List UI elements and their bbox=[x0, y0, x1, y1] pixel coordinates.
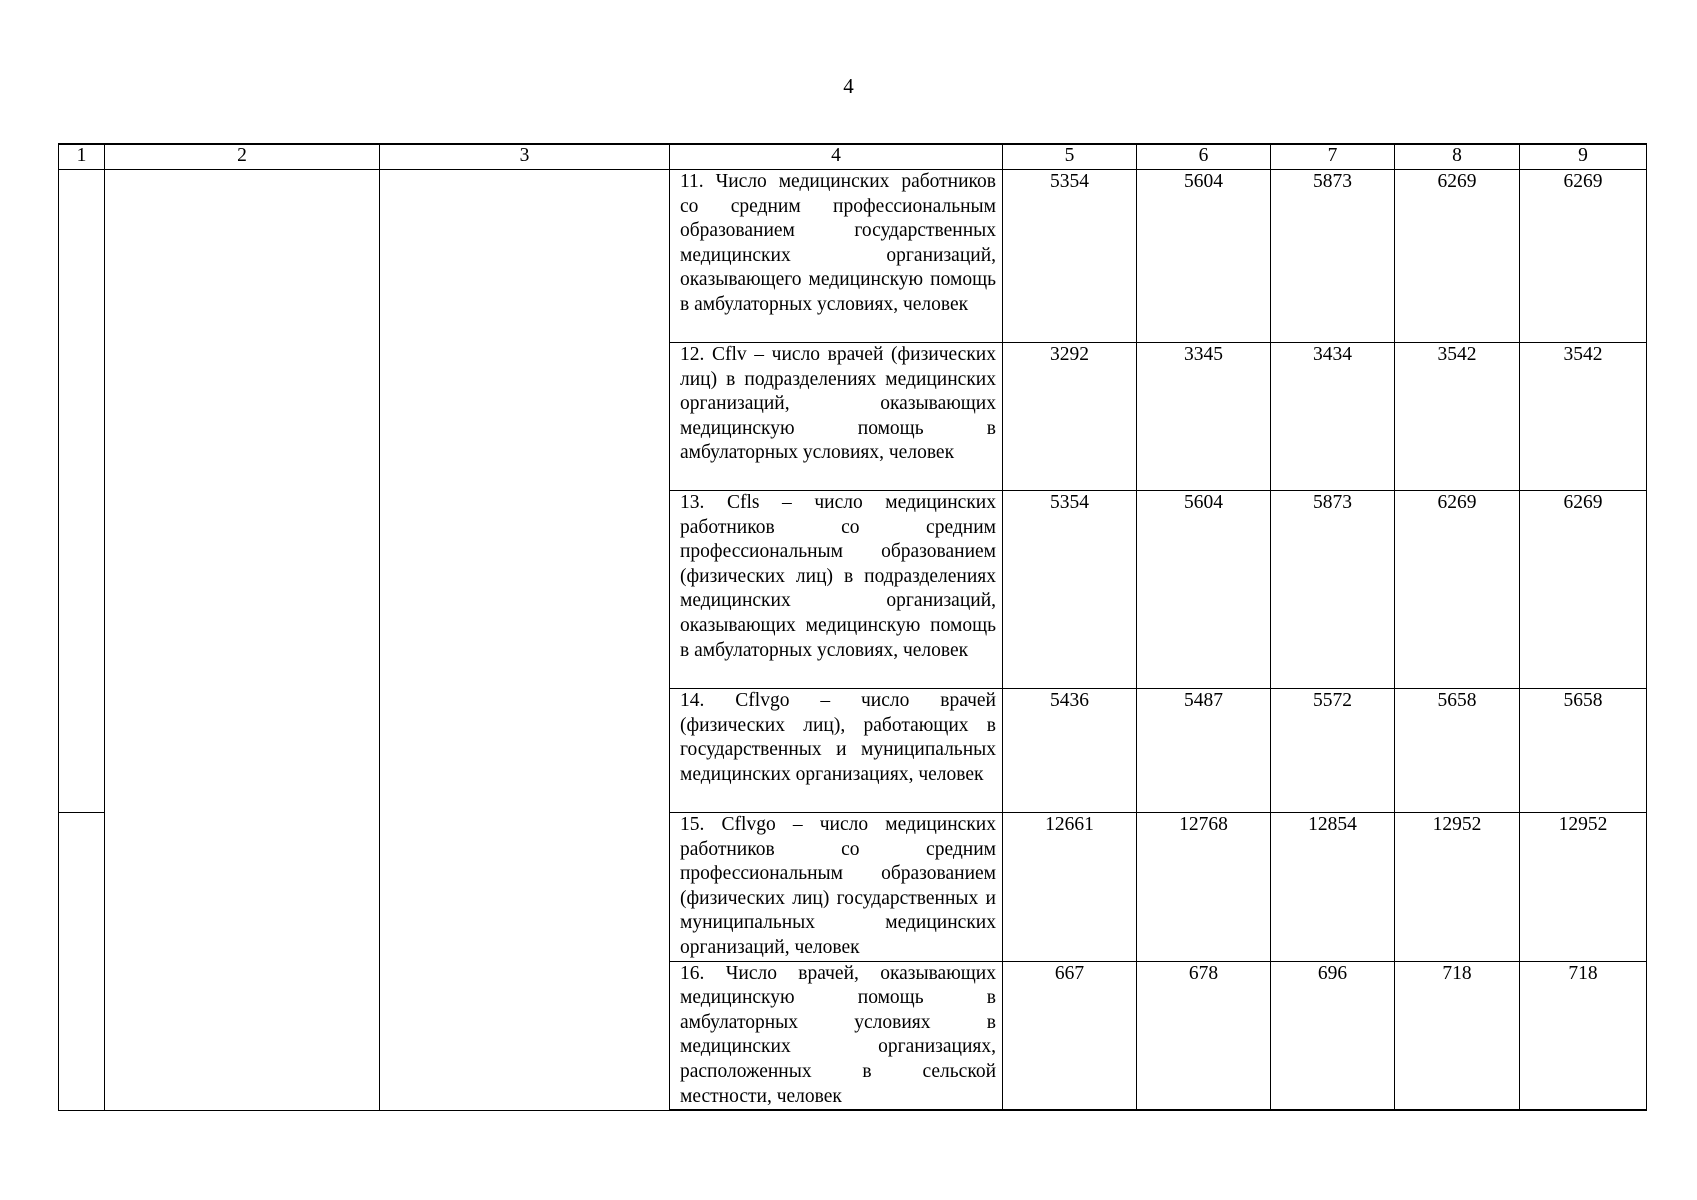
value-cell: 6269 bbox=[1520, 491, 1647, 689]
value-cell: 718 bbox=[1520, 961, 1647, 1110]
value-cell: 6269 bbox=[1395, 491, 1520, 689]
value-cell: 5487 bbox=[1137, 689, 1271, 813]
page-number: 4 bbox=[843, 74, 854, 98]
header-row bbox=[59, 144, 1647, 170]
value-cell: 3542 bbox=[1395, 343, 1520, 491]
cell-col1-upper bbox=[59, 170, 105, 813]
table-row bbox=[59, 170, 1647, 343]
column-header-1: 1 bbox=[59, 144, 105, 170]
indicator-text: 12. Cflv – число врачей (физических лиц) в подразделениях медицинских организаций, оказывающих медицинскую помощь в амбулаторных условиях, человек bbox=[670, 343, 1003, 491]
column-header-6: 6 bbox=[1137, 144, 1271, 170]
value-cell: 12661 bbox=[1003, 813, 1137, 962]
value-cell: 3542 bbox=[1520, 343, 1647, 491]
value-cell: 5604 bbox=[1137, 491, 1271, 689]
column-header-4: 4 bbox=[670, 144, 1003, 170]
column-header-5: 5 bbox=[1003, 144, 1137, 170]
value-cell: 5436 bbox=[1003, 689, 1137, 813]
column-header-8: 8 bbox=[1395, 144, 1520, 170]
indicator-text: 16. Число врачей, оказывающих медицинскую помощь в амбулаторных условиях в медицинских организациях, расположенных в сельской местности, человек bbox=[670, 961, 1003, 1110]
value-cell: 5658 bbox=[1395, 689, 1520, 813]
value-cell: 3345 bbox=[1137, 343, 1271, 491]
value-cell: 12952 bbox=[1520, 813, 1647, 962]
indicators-table bbox=[58, 143, 1647, 1111]
value-cell: 12854 bbox=[1271, 813, 1395, 962]
column-header-2: 2 bbox=[105, 144, 380, 170]
value-cell: 718 bbox=[1395, 961, 1520, 1110]
value-cell: 6269 bbox=[1520, 170, 1647, 343]
value-cell: 12768 bbox=[1137, 813, 1271, 962]
value-cell: 5873 bbox=[1271, 491, 1395, 689]
indicator-text: 15. Cflvgo – число медицинских работников со средним профессиональным образованием (физических лиц) государственных и муниципальных медицинских организаций, человек bbox=[670, 813, 1003, 962]
cell-col1-lower bbox=[59, 813, 105, 1111]
value-cell: 6269 bbox=[1395, 170, 1520, 343]
value-cell: 3434 bbox=[1271, 343, 1395, 491]
value-cell: 678 bbox=[1137, 961, 1271, 1110]
value-cell: 5873 bbox=[1271, 170, 1395, 343]
column-header-3: 3 bbox=[380, 144, 670, 170]
value-cell: 5354 bbox=[1003, 170, 1137, 343]
value-cell: 667 bbox=[1003, 961, 1137, 1110]
value-cell: 696 bbox=[1271, 961, 1395, 1110]
cell-col3-merged bbox=[380, 170, 670, 1111]
cell-col2-merged bbox=[105, 170, 380, 1111]
column-header-9: 9 bbox=[1520, 144, 1647, 170]
indicator-text: 11. Число медицинских работников со средним профессиональным образованием государственных медицинских организаций, оказывающего медицинскую помощь в амбулаторных условиях, человек bbox=[670, 170, 1003, 343]
indicator-text: 13. Cfls – число медицинских работников со средним профессиональным образованием (физических лиц) в подразделениях медицинских организаций, оказывающих медицинскую помощь в амбулаторных условиях, человек bbox=[670, 491, 1003, 689]
column-header-7: 7 bbox=[1271, 144, 1395, 170]
value-cell: 5658 bbox=[1520, 689, 1647, 813]
value-cell: 5354 bbox=[1003, 491, 1137, 689]
value-cell: 3292 bbox=[1003, 343, 1137, 491]
value-cell: 12952 bbox=[1395, 813, 1520, 962]
value-cell: 5572 bbox=[1271, 689, 1395, 813]
value-cell: 5604 bbox=[1137, 170, 1271, 343]
indicator-text: 14. Cflvgo – число врачей (физических лиц), работающих в государственных и муниципальных медицинских организациях, человек bbox=[670, 689, 1003, 813]
